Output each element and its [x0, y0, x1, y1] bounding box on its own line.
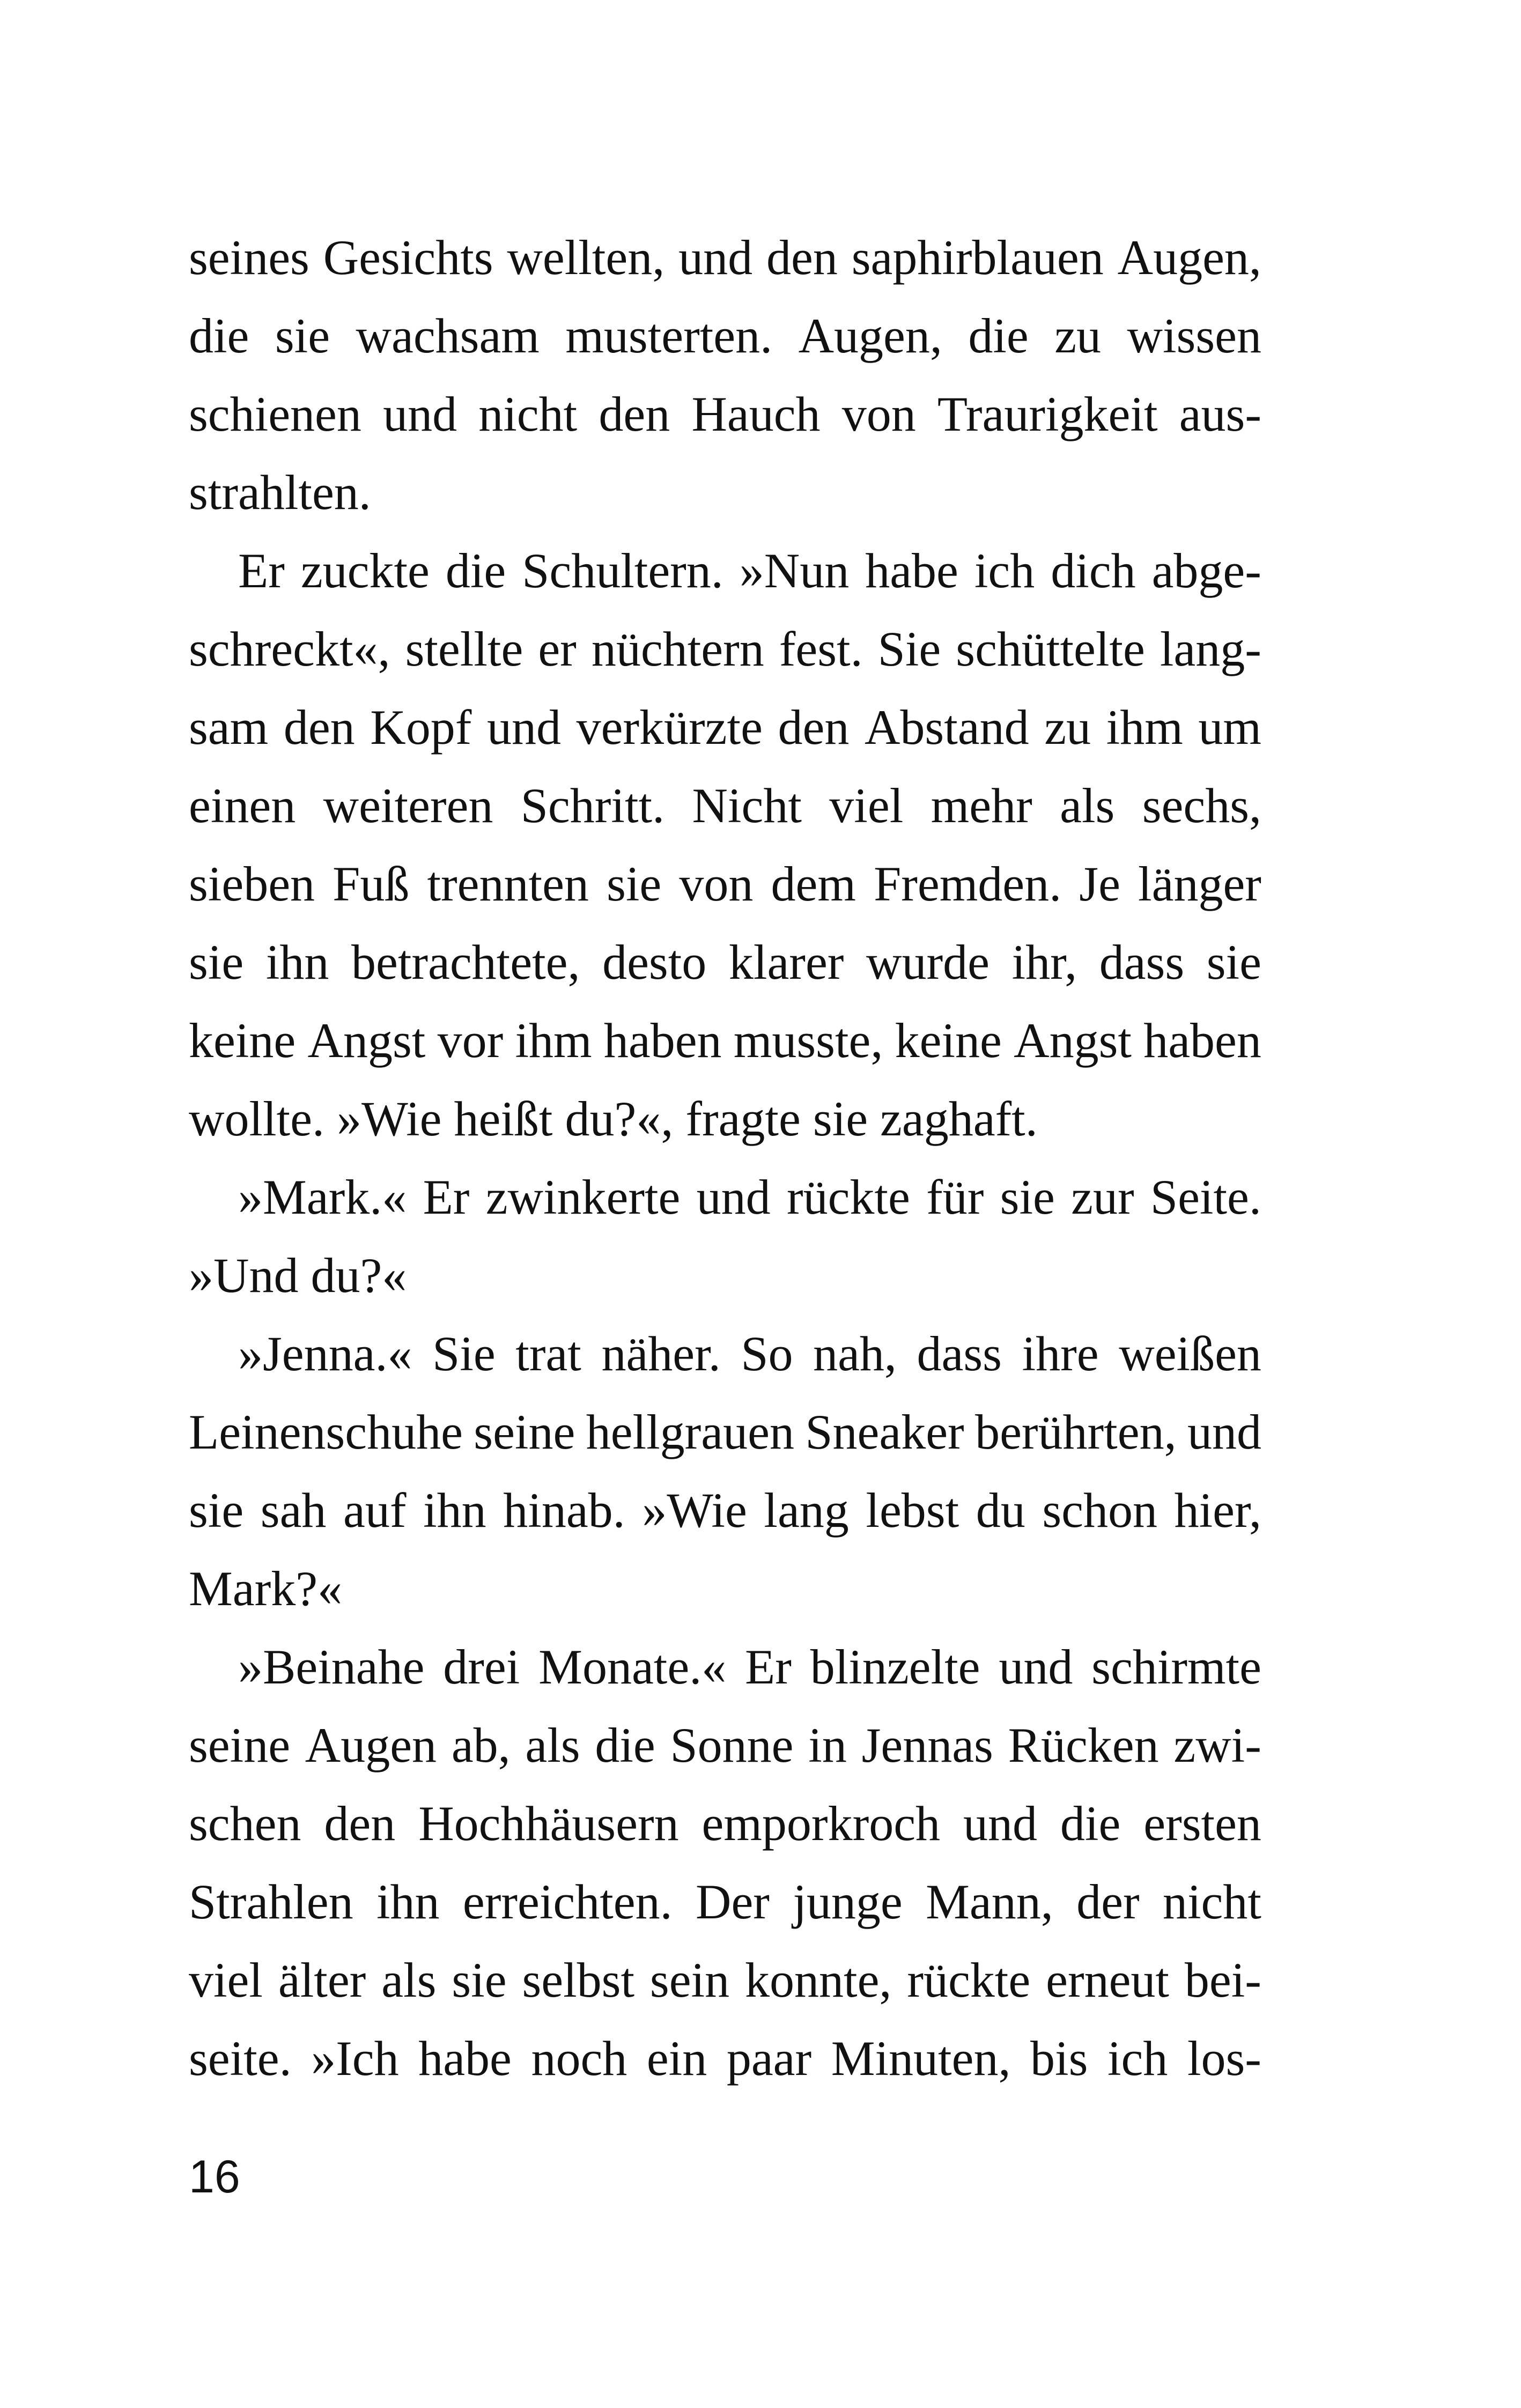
word: von — [841, 387, 916, 441]
word: sieben — [189, 856, 315, 911]
word: du?« — [311, 1248, 407, 1303]
word: sie — [1000, 1170, 1055, 1224]
word: und — [1187, 1405, 1261, 1459]
word: mehr — [931, 778, 1032, 833]
word: dem — [771, 856, 856, 911]
word: die — [445, 543, 506, 598]
word: fragte — [685, 1091, 801, 1146]
word: den — [766, 230, 838, 285]
word: seine — [474, 1405, 575, 1459]
word: ab, — [451, 1718, 511, 1772]
word: als — [1060, 778, 1115, 833]
word: wurde — [866, 935, 990, 989]
word: ihn — [265, 935, 329, 989]
text-line — [189, 856, 1261, 937]
word: wissen — [1127, 308, 1261, 363]
word: trat — [515, 1326, 581, 1381]
word: Traurigkeit — [937, 387, 1158, 441]
word: Augen, — [1117, 230, 1261, 285]
word: saphirblauen — [851, 230, 1104, 285]
word: die — [968, 308, 1029, 363]
word: bei- — [1184, 1953, 1261, 2007]
word: die — [595, 1718, 655, 1772]
word: für — [926, 1170, 984, 1224]
word: seite. — [189, 2031, 292, 2086]
word: trennten — [427, 856, 589, 911]
word: nüchtern — [591, 622, 764, 676]
word: ein — [646, 2031, 707, 2086]
text-line — [189, 1874, 1261, 1955]
word: wellten, — [507, 230, 665, 285]
word: sie — [607, 856, 662, 911]
word: keine — [895, 1013, 1002, 1068]
text-line — [189, 543, 1261, 624]
word: »Wie — [336, 1091, 442, 1146]
word: sah — [260, 1483, 327, 1538]
word: ihre — [1022, 1326, 1099, 1381]
word: den — [778, 700, 850, 755]
word: zu — [1054, 308, 1102, 363]
word: auf — [343, 1483, 407, 1538]
word: ersten — [1143, 1796, 1261, 1851]
word: Gesichts — [323, 230, 493, 285]
word: Jennas — [861, 1718, 993, 1772]
word: vor — [437, 1013, 504, 1068]
word: ihm — [1106, 700, 1183, 755]
word: in — [808, 1718, 847, 1772]
word: Er — [745, 1639, 792, 1694]
word: Hochhäusern — [418, 1796, 679, 1851]
text-line — [189, 1248, 1261, 1329]
word: stellte — [405, 622, 523, 676]
word: Er — [238, 543, 285, 598]
word: zu — [1044, 700, 1091, 755]
word: »Nun — [739, 543, 850, 598]
body-text — [189, 230, 1261, 2112]
word: einen — [189, 778, 296, 833]
word: länger — [1138, 856, 1261, 911]
text-line — [189, 230, 1261, 311]
text-line — [189, 1326, 1261, 1407]
word: Monate.« — [538, 1639, 727, 1694]
word: und — [678, 230, 753, 285]
word: aus- — [1179, 387, 1261, 441]
word: den — [283, 700, 355, 755]
word: abge- — [1151, 543, 1261, 598]
page-number: 16 — [189, 2151, 240, 2203]
word: Er — [423, 1170, 470, 1224]
word: Augen, — [798, 308, 942, 363]
word: zwinkerte — [485, 1170, 681, 1224]
word: konnte, — [745, 1953, 892, 2007]
word: Sonne — [670, 1718, 794, 1772]
word: ich — [1107, 2031, 1168, 2086]
text-line — [189, 389, 1261, 468]
word: als — [381, 1953, 437, 2007]
word: schienen — [189, 387, 361, 441]
word: du?«, — [565, 1091, 674, 1146]
word: die — [1060, 1796, 1121, 1851]
word: du — [976, 1483, 1025, 1538]
word: keine — [189, 1013, 296, 1068]
word: paar — [726, 2031, 812, 2086]
text-line — [189, 1639, 1261, 1720]
text-line — [189, 700, 1261, 781]
word: dass — [917, 1326, 1002, 1381]
word: Kopf — [370, 700, 472, 755]
word: wollte. — [189, 1091, 324, 1146]
word: schirmte — [1091, 1639, 1261, 1694]
word: hinab. — [503, 1483, 625, 1538]
word: Sie — [432, 1326, 496, 1381]
word: und — [999, 1639, 1073, 1694]
word: Fremden. — [874, 856, 1062, 911]
word: schon — [1042, 1483, 1157, 1538]
word: »Und — [189, 1248, 299, 1303]
word: Schritt. — [520, 778, 665, 833]
word: Seite. — [1150, 1170, 1261, 1224]
word: ich — [974, 543, 1035, 598]
word: Mann, — [926, 1874, 1053, 1929]
word: noch — [531, 2031, 627, 2086]
word: habe — [865, 543, 958, 598]
word: Strahlen — [189, 1874, 353, 1929]
word: zwi- — [1173, 1718, 1261, 1772]
word: lang — [764, 1483, 849, 1538]
word: nicht — [1162, 1874, 1261, 1929]
text-line — [189, 1483, 1261, 1564]
word: älter — [278, 1953, 366, 2007]
word: er — [538, 622, 577, 676]
word: zuckte — [300, 543, 430, 598]
word: den — [324, 1796, 396, 1851]
word: Der — [696, 1874, 770, 1929]
word: heißt — [454, 1091, 553, 1146]
word: Hauch — [691, 387, 821, 441]
word: Leinenschuhe — [189, 1405, 463, 1459]
word: zaghaft. — [880, 1091, 1038, 1146]
word: sie — [1206, 935, 1261, 989]
word: Sneaker — [805, 1405, 964, 1459]
word: desto — [602, 935, 707, 989]
text-line — [189, 1720, 1261, 1799]
text-line — [189, 624, 1261, 703]
word: bis — [1030, 2031, 1088, 2086]
word: verkürzte — [576, 700, 763, 755]
word: nicht — [478, 387, 578, 441]
text-line — [189, 1407, 1261, 1486]
word: von — [679, 856, 754, 911]
word: ihn — [376, 1874, 440, 1929]
word: die — [189, 308, 249, 363]
word: sie — [813, 1091, 868, 1146]
word: als — [525, 1718, 580, 1772]
word: und — [383, 387, 457, 441]
word: Nicht — [692, 778, 802, 833]
word: und — [696, 1170, 771, 1224]
word: viel — [189, 1953, 263, 2007]
word: rückte — [907, 1953, 1031, 2007]
word: selbst — [522, 1953, 634, 2007]
word: und — [963, 1796, 1037, 1851]
word: um — [1198, 700, 1261, 755]
text-line — [189, 2031, 1261, 2112]
text-line — [189, 778, 1261, 859]
word: seine — [189, 1718, 291, 1772]
word: lang- — [1160, 622, 1261, 676]
word: sam — [189, 700, 269, 755]
word: hier, — [1174, 1483, 1261, 1538]
word: »Jenna.« — [238, 1326, 412, 1381]
word: sein — [649, 1953, 730, 2007]
word: schen — [189, 1796, 301, 1851]
word: junge — [793, 1874, 903, 1929]
word: Angst — [307, 1013, 426, 1068]
word: weiteren — [323, 778, 493, 833]
word: Rücken — [1008, 1718, 1159, 1772]
word: Fuß — [333, 856, 410, 911]
word: Mark?« — [189, 1561, 343, 1616]
word: näher. — [601, 1326, 721, 1381]
word: sie — [275, 308, 330, 363]
word: ihm — [515, 1013, 592, 1068]
word: ihn — [423, 1483, 486, 1538]
word: »Ich — [311, 2031, 399, 2086]
word: erneut — [1046, 1953, 1169, 2007]
word: habe — [418, 2031, 512, 2086]
word: dich — [1051, 543, 1136, 598]
word: drei — [443, 1639, 520, 1694]
word: »Beinahe — [238, 1639, 425, 1694]
word: musste, — [733, 1013, 883, 1068]
word: viel — [829, 778, 904, 833]
word: emporkroch — [702, 1796, 941, 1851]
text-line — [189, 308, 1261, 389]
word: wachsam — [356, 308, 540, 363]
word: So — [741, 1326, 793, 1381]
word: hellgrauen — [586, 1405, 794, 1459]
word: der — [1076, 1874, 1140, 1929]
word: schreckt«, — [189, 622, 390, 676]
word: betrachtete, — [351, 935, 580, 989]
word: »Mark.« — [238, 1170, 407, 1224]
word: dass — [1099, 935, 1185, 989]
word: seines — [189, 230, 309, 285]
word: berührten, — [975, 1405, 1177, 1459]
word: blinzelte — [810, 1639, 980, 1694]
text-line — [189, 1796, 1261, 1877]
word: lebst — [866, 1483, 959, 1538]
text-line — [189, 937, 1261, 1016]
word: rückte — [786, 1170, 910, 1224]
word: und — [486, 700, 561, 755]
text-line — [189, 1013, 1261, 1094]
word: den — [599, 387, 670, 441]
word: Minuten, — [831, 2031, 1011, 2086]
word: haben — [603, 1013, 722, 1068]
word: Angst — [1014, 1013, 1132, 1068]
word: Schultern. — [522, 543, 723, 598]
word: ihr, — [1011, 935, 1077, 989]
word: fest. — [779, 622, 863, 676]
word: erreichten. — [462, 1874, 673, 1929]
word: musterten. — [565, 308, 773, 363]
text-line — [189, 465, 1261, 546]
word: Abstand — [864, 700, 1029, 755]
word: sie — [452, 1953, 507, 2007]
text-line — [189, 1172, 1261, 1251]
word: zur — [1071, 1170, 1134, 1224]
word: Augen — [305, 1718, 437, 1772]
word: sie — [189, 1483, 244, 1538]
word: haben — [1143, 1013, 1261, 1068]
word: weißen — [1119, 1326, 1261, 1381]
word: los- — [1187, 2031, 1261, 2086]
word: Je — [1079, 856, 1120, 911]
word: sechs, — [1142, 778, 1261, 833]
word: schüttelte — [956, 622, 1145, 676]
word: Sie — [877, 622, 941, 676]
text-line — [189, 1091, 1261, 1172]
word: »Wie — [642, 1483, 747, 1538]
text-line — [189, 1561, 1261, 1642]
word: strahlten. — [189, 465, 371, 520]
word: nah, — [813, 1326, 897, 1381]
word: sie — [189, 935, 244, 989]
text-line — [189, 1955, 1261, 2034]
word: klarer — [728, 935, 844, 989]
